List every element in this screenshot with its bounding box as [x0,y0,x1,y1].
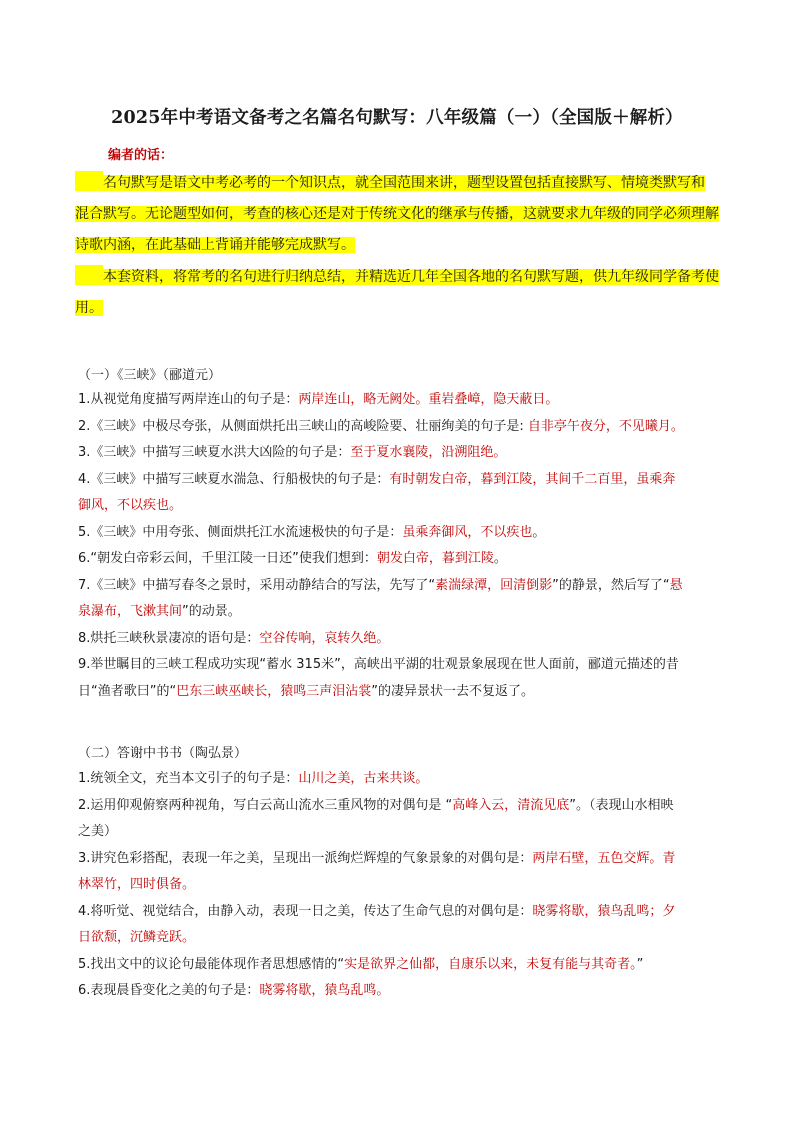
editor-label: 编者的话： [108,148,174,163]
list-item: 2.《三峡》中极尽夸张，从侧面烘托出三峡山的高峻险要、壮丽绚美的句子是: 自非亭午夜分，不见曦月。 [78,418,684,434]
document-title: 2025年中考语文备考之名篇名句默写：八年级篇（一）（全国版＋解析） [111,108,683,128]
intro-line: 诗歌内涵，在此基础上背诵并能够完成默写。 [75,237,355,253]
list-item: 9.举世瞩目的三峡工程成功实现“蓄水 315米”，高峡出平湖的壮观景象展现在世人面前，郦道元描述的昔 [78,657,679,672]
list-item: 1.统领全文，充当本文引子的句子是：山川之美，古来共谈。 [78,771,429,786]
intro-line: 混合默写。无论题型如何，考查的核心还是对于传统文化的继承与传播，这就要求九年级的同学必须理解 [75,206,719,222]
list-item-continued: 林翠竹，四时俱备。 [78,877,196,892]
section-heading-dxzss: （二）答谢中书书（陶弘景） [78,746,248,761]
list-item: 3.讲究色彩搭配，表现一年之美，呈现出一派绚烂辉煌的气象景象的对偶句是：两岸石壁，五色交辉。青 [78,850,676,866]
list-item-continued: 日欲颓，沉鳞竞跃。 [78,930,196,945]
intro-paragraph-2 [75,262,723,324]
intro-line: 本套资料，将常考的名句进行归纳总结，并精选近几年全国各地的名句默写题，供九年级同学备考使 [75,262,723,293]
list-item: 7.《三峡》中描写春冬之景时，采用动静结合的写法，先写了“素湍绿潭，回清倒影”的静景，然后写了“悬 [78,577,683,593]
list-item: 4.将听觉、视觉结合，由静入动，表现一日之美，传达了生命气息的对偶句是：晓雾将歇，猿鸟乱鸣；夕 [78,903,676,919]
list-item: 5.《三峡》中用夸张、侧面烘托江水流速极快的句子是：虽乘奔御风，不以疾也。 [78,524,546,540]
section-heading-sanxia: （一）《三峡》（郦道元） [78,368,222,383]
intro-paragraph-1 [75,168,723,261]
list-item: 4.《三峡》中描写三峡夏水湍急、行船极快的句子是：有时朝发白帝，暮到江陵，其间千二百里，虽乘奔 [78,471,676,487]
list-item: 8.烘托三峡秋景凄凉的语句是：空谷传响，哀转久绝。 [78,630,390,646]
list-item-continued: 之美） [78,824,118,839]
intro-line: 名句默写是语文中考必考的一个知识点，就全国范围来讲，题型设置包括直接默写、情境类默写和 [75,168,723,199]
list-item: 5.找出文中的议论句最能体现作者思想感情的“实是欲界之仙都，自康乐以来，未复有能与其奇者。” [78,956,644,972]
list-item-continued: 日“渔者歌曰”的“巴东三峡巫峡长，猿鸣三声泪沾裳”的凄异景状一去不复返了。 [78,683,534,699]
question-list-dxzss [78,766,728,1005]
list-item: 6.“朝发白帝彩云间，千里江陵一日还”使我们想到：朝发白帝，暮到江陵。 [78,551,507,566]
list-item: 6.表现晨昏变化之美的句子是：晓雾将歇，猿鸟乱鸣。 [78,983,390,998]
list-item: 2.运用仰观俯察两种视角，写白云高山流水三重风物的对偶句是 “高峰入云，清流见底”。（表现山水相映 [78,797,674,813]
list-item: 3.《三峡》中描写三峡夏水洪大凶险的句子是：至于夏水襄陵，沿溯阻绝。 [78,445,507,460]
list-item: 1.从视觉角度描写两岸连山的句子是：两岸连山，略无阙处。重岩叠嶂，隐天蔽日。 [78,392,559,407]
list-item-continued: 御风，不以疾也。 [78,498,183,513]
list-item-continued: 泉瀑布，飞漱其间”的动景。 [78,604,241,619]
question-list-sanxia [78,387,728,705]
intro-line: 用。 [75,300,103,316]
